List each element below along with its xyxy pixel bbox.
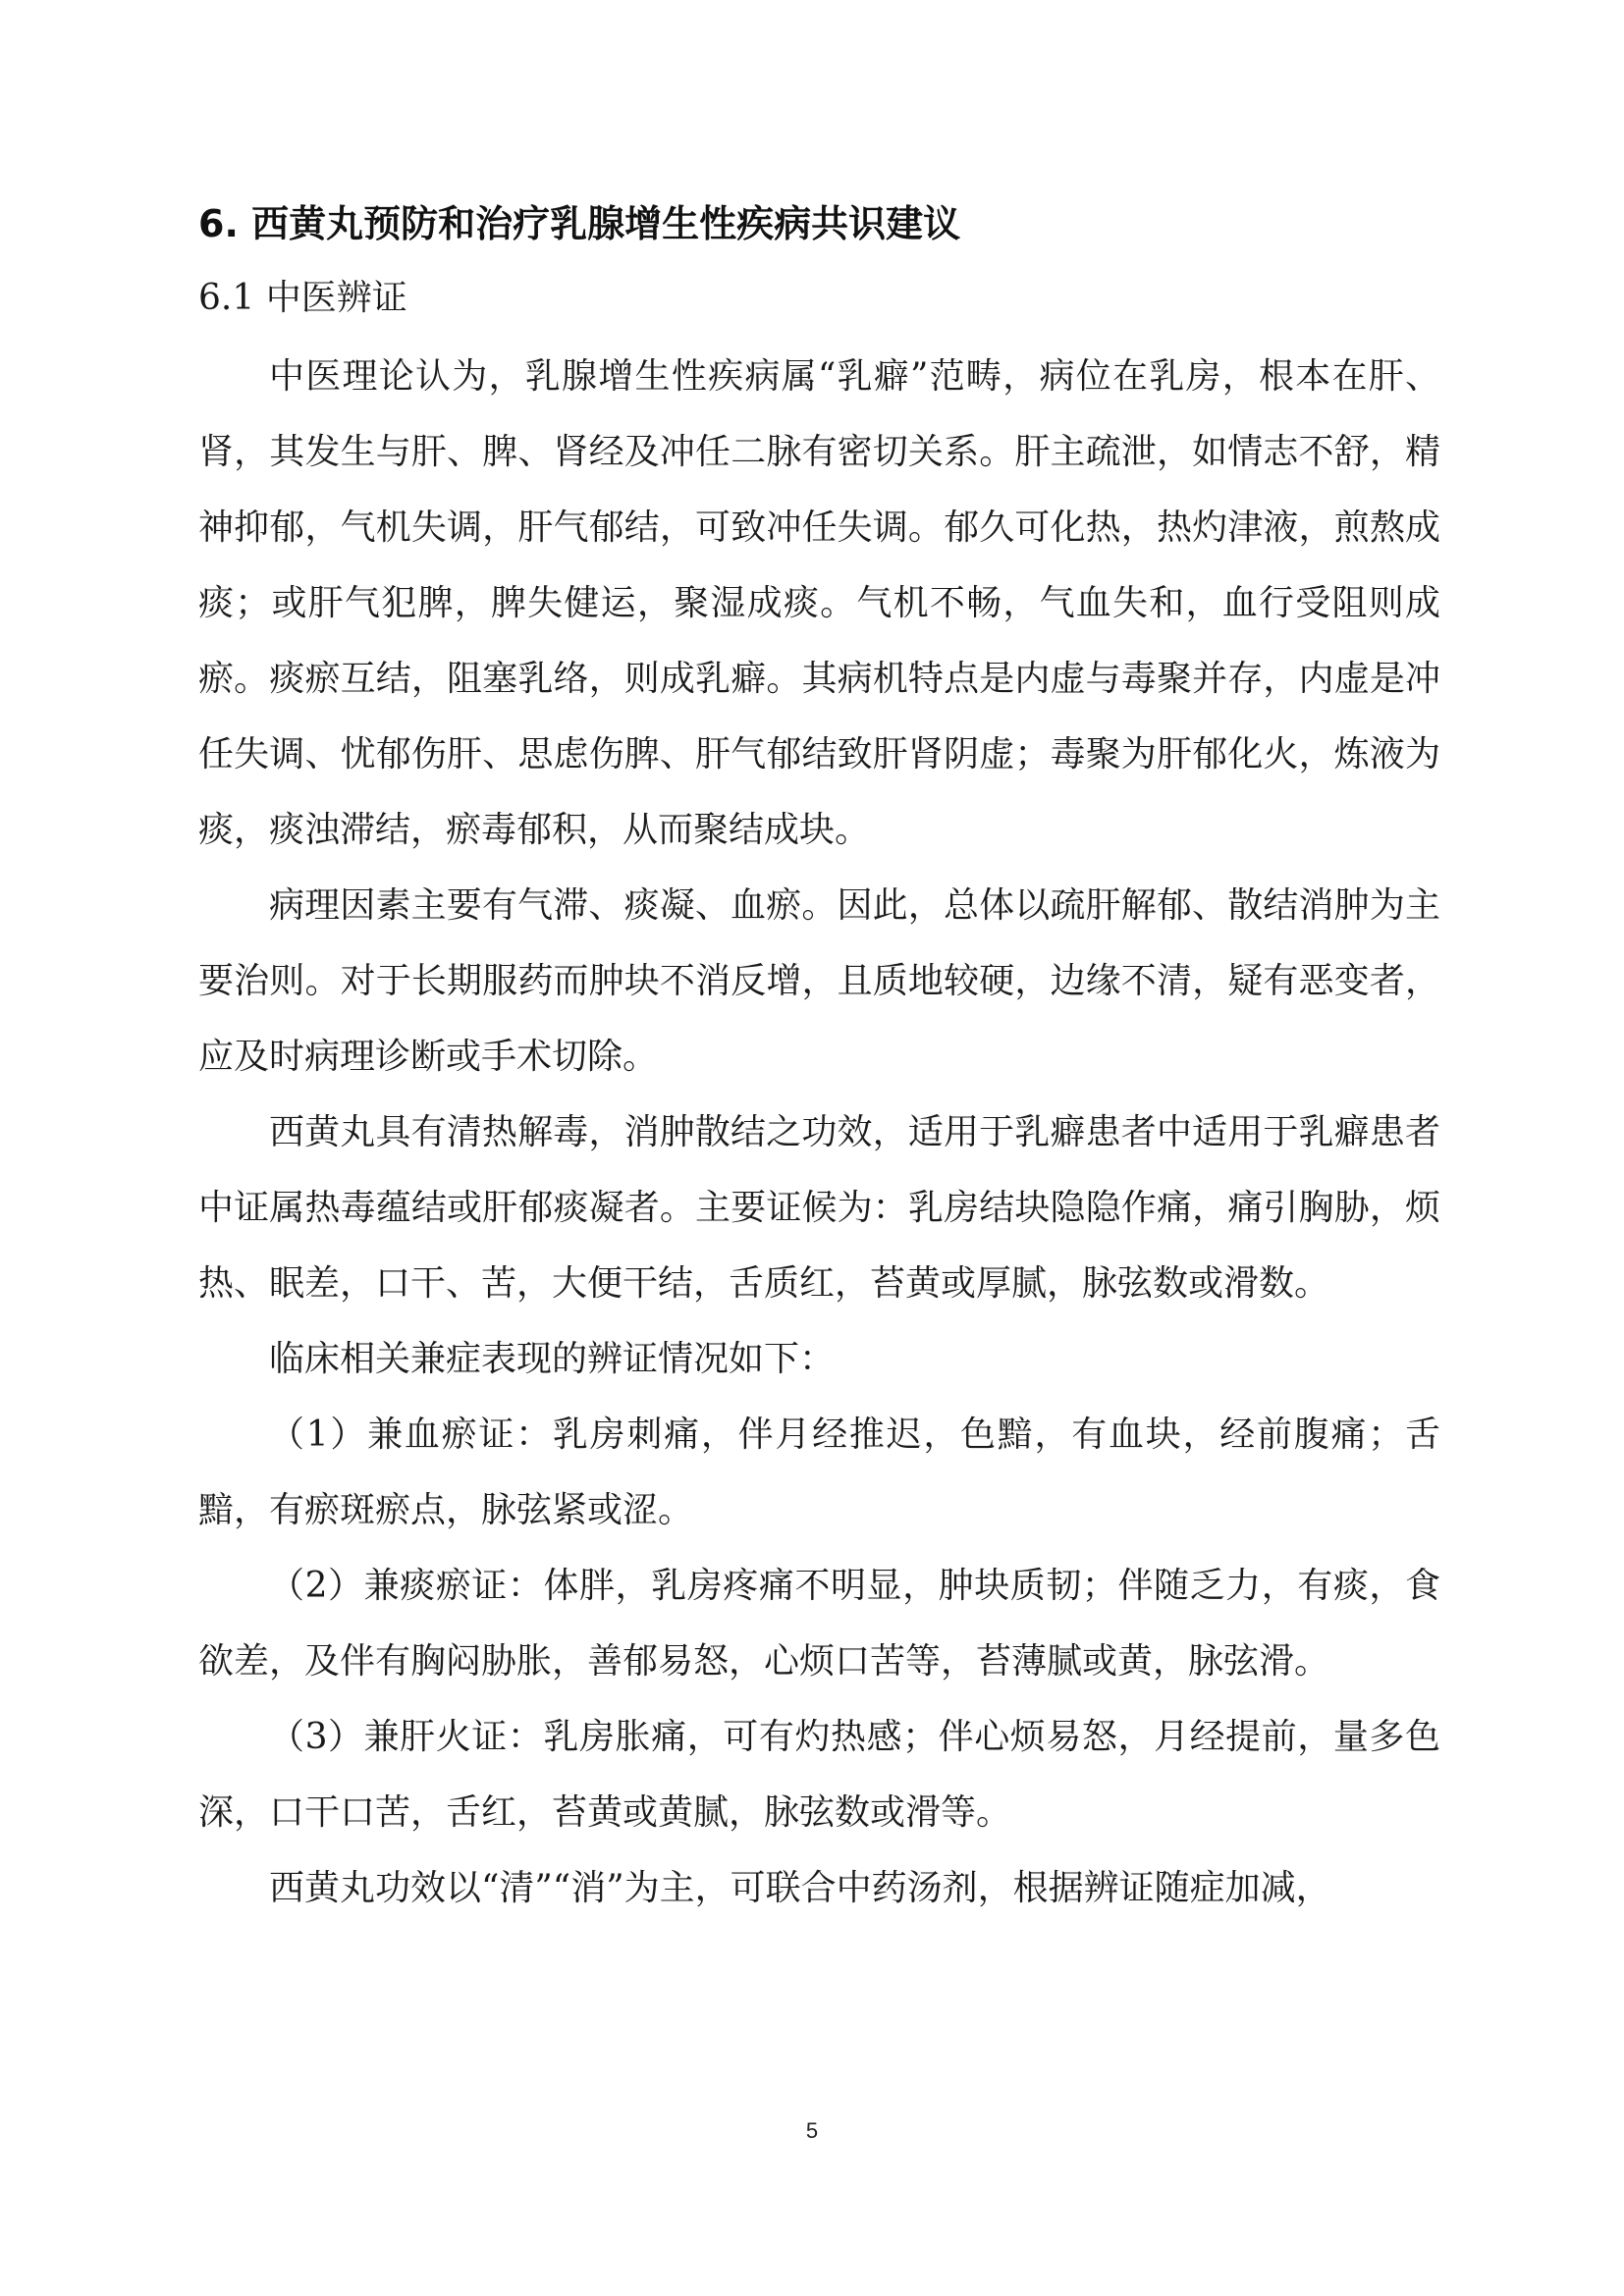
paragraph-combination: 西黄丸功效以“清”“消”为主，可联合中药汤剂，根据辨证随症加减， [269, 1868, 1331, 1908]
paragraph-xihuang-efficacy: 西黄丸具有清热解毒，消肿散结之功效，适用于乳癖患者中适用于乳癖患者中证属热毒蕴结或肝郁痰凝者。主要证候为：乳房结块隐隐作痛，痛引胸胁，烦热、眠差，口干、苦，大便干结，舌质红，苔黄或厚腻，脉弦数或滑数。 [198, 1112, 1440, 1304]
paragraph-pathology-factors: 病理因素主要有气滞、痰凝、血瘀。因此，总体以疏肝解郁、散结消肿为主要治则。对于长期服药而肿块不消反增，且质地较硬，边缘不清，疑有恶变者，应及时病理诊断或手术切除。 [198, 885, 1440, 1077]
paragraph-syndrome-intro: 临床相关兼症表现的辨证情况如下： [269, 1339, 836, 1379]
page-number: 5 [805, 2118, 819, 2143]
body-text [198, 339, 1440, 1926]
paragraph-pathogenesis: 中医理论认为，乳腺增生性疾病属“乳癖”范畴，病位在乳房，根本在肝、肾，其发生与肝、脾、肾经及冲任二脉有密切关系。肝主疏泄，如情志不舒，精神抑郁，气机失调，肝气郁结，可致冲任失调。郁久可化热，热灼津液，煎熬成痰；或肝气犯脾，脾失健运，聚湿成痰。气机不畅，气血失和，血行受阻则成瘀。痰瘀互结，阻塞乳络，则成乳癖。其病机特点是内虚与毒聚并存，内虚是冲任失调、忧郁伤肝、思虑伤脾、肝气郁结致肝肾阴虚；毒聚为肝郁化火，炼液为痰，痰浊滞结，瘀毒郁积，从而聚结成块。 [198, 356, 1440, 850]
paragraph-phlegm-stasis: （2）兼痰瘀证：体胖，乳房疼痛不明显，肿块质韧；伴随乏力，有痰，食欲差，及伴有胸闷胁胀，善郁易怒，心烦口苦等，苔薄腻或黄，脉弦滑。 [198, 1566, 1440, 1682]
paragraph-liver-fire: （3）兼肝火证：乳房胀痛，可有灼热感；伴心烦易怒，月经提前，量多色深，口干口苦，舌红，苔黄或黄腻，脉弦数或滑等。 [198, 1717, 1440, 1833]
subsection-heading: 6.1 中医辨证 [198, 278, 407, 318]
section-heading: 6. 西黄丸预防和治疗乳腺增生性疾病共识建议 [198, 202, 961, 245]
paragraph-blood-stasis: （1）兼血瘀证：乳房刺痛，伴月经推迟，色黯，有血块，经前腹痛；舌黯，有瘀斑瘀点，脉弦紧或涩。 [198, 1415, 1440, 1530]
